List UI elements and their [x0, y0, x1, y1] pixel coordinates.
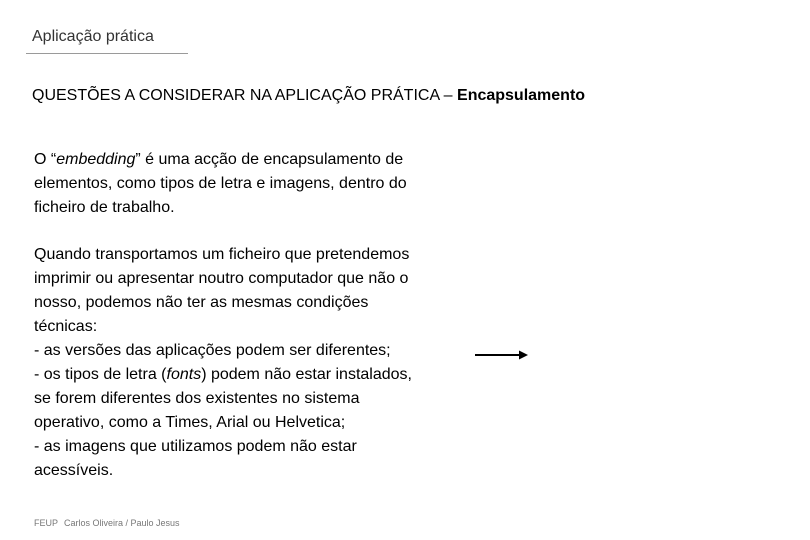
- section-title: Aplicação prática: [32, 28, 154, 45]
- text-segment: O “: [34, 151, 57, 168]
- section-divider: [26, 53, 188, 54]
- text-segment: - os tipos de letra (: [34, 366, 167, 383]
- heading-bold: Encapsulamento: [457, 87, 586, 104]
- text-line: se forem diferentes dos existentes no sistema: [34, 390, 360, 407]
- text-line: ficheiro de trabalho.: [34, 199, 175, 216]
- text-line: - as versões das aplicações podem ser diferentes;: [34, 342, 391, 359]
- text-line: imprimir ou apresentar noutro computador que não o: [34, 270, 409, 287]
- text-line: - as imagens que utilizamos podem não estar: [34, 438, 357, 455]
- footer: [34, 518, 180, 528]
- heading-prefix: QUESTÕES A CONSIDERAR NA APLICAÇÃO PRÁTICA –: [32, 87, 458, 104]
- text-line: [34, 148, 474, 172]
- text-segment: ) podem não estar instalados,: [201, 366, 412, 383]
- arrow-right-icon: [474, 348, 530, 362]
- text-line: elementos, como tipos de letra e imagens, dentro do: [34, 175, 407, 192]
- text-line: [34, 363, 474, 387]
- text-segment: ” é uma acção de encapsulamento de: [135, 151, 404, 168]
- text-line: operativo, como a Times, Arial ou Helvetica;: [34, 414, 346, 431]
- paragraph-transport: [34, 243, 474, 483]
- text-line: Quando transportamos um ficheiro que pretendemos: [34, 246, 410, 263]
- footer-org: FEUP: [34, 518, 59, 528]
- paragraph-embedding: [34, 148, 474, 220]
- slide-heading: [32, 87, 585, 105]
- emphasis-term: embedding: [56, 151, 136, 168]
- footer-authors: Carlos Oliveira / Paulo Jesus: [64, 518, 180, 528]
- emphasis-term: fonts: [166, 366, 202, 383]
- text-line: nosso, podemos não ter as mesmas condições: [34, 294, 369, 311]
- text-line: acessíveis.: [34, 462, 114, 479]
- text-line: técnicas:: [34, 318, 98, 335]
